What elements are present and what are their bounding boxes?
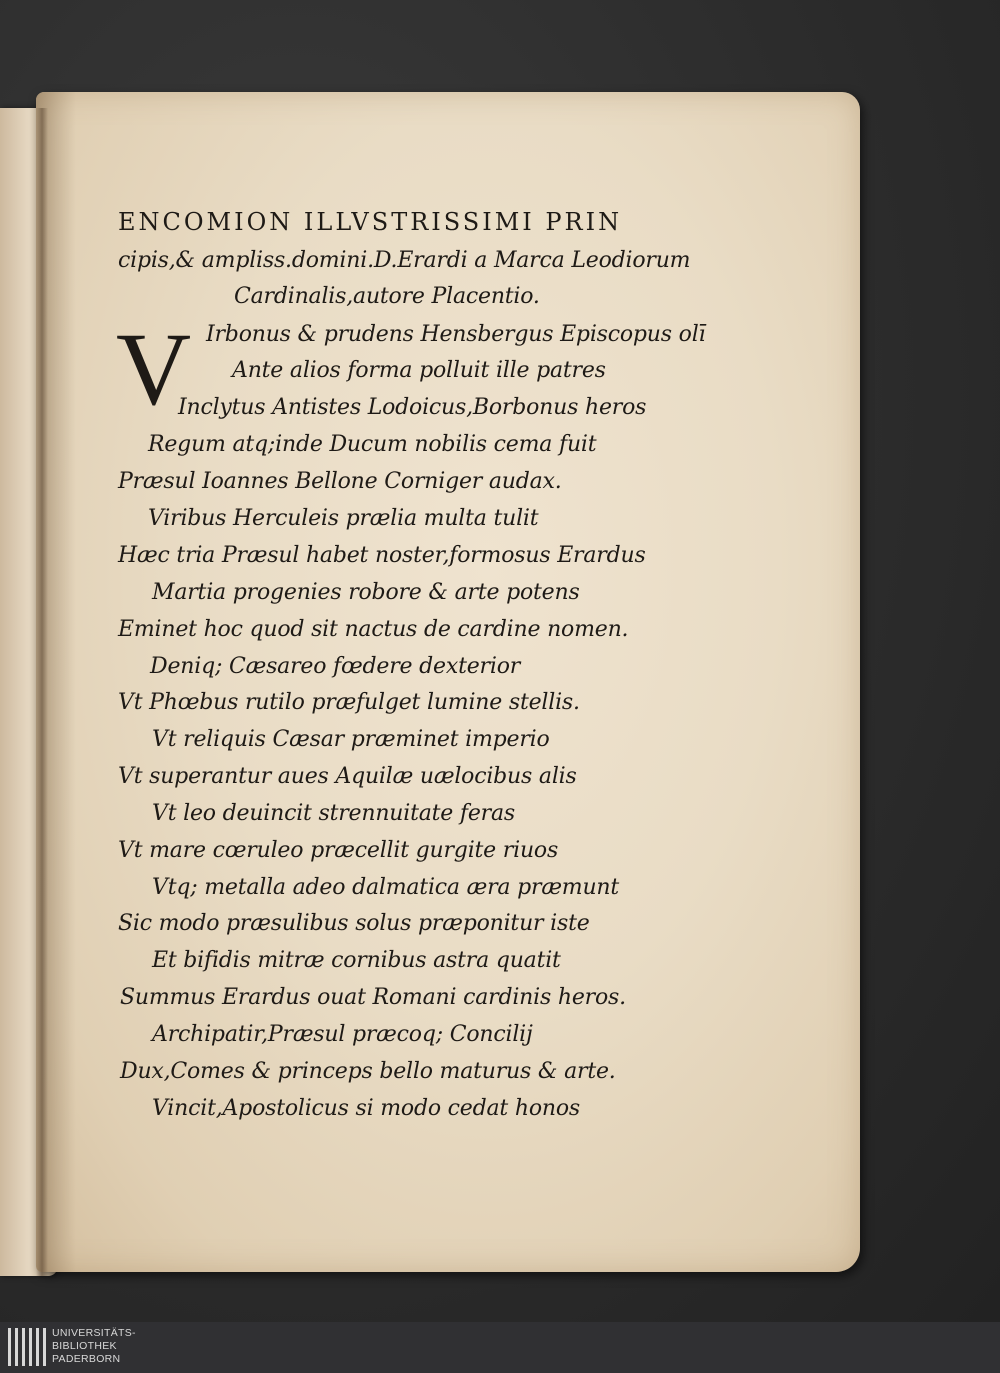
poem-line-6: Viribus Herculeis prælia multa tulit	[148, 506, 539, 531]
poem-line-22: Vincit,Apostolicus si modo cedat honos	[152, 1096, 580, 1121]
library-footer-bar	[0, 1322, 1000, 1373]
poem-line-17: Sic modo præsulibus solus præponitur iste	[118, 911, 590, 936]
logo-line-1: UNIVERSITÄTS-	[52, 1327, 136, 1339]
poem-line-4: Regum atq;inde Ducum nobilis cema fuit	[148, 432, 597, 457]
book-page	[36, 92, 860, 1272]
poem-line-13: Vt superantur aues Aquilæ uælocibus alis	[118, 764, 577, 789]
library-logo-text	[52, 1327, 136, 1366]
poem-line-20: Archipatir,Præsul præcoq; Concilij	[152, 1022, 533, 1047]
heading-line-1: ENCOMION ILLVSTRISSIMI PRIN	[118, 208, 623, 236]
library-logo-icon	[8, 1328, 46, 1366]
poem-line-2: Ante alios forma polluit ille patres	[232, 358, 606, 383]
poem-line-9: Eminet hoc quod sit nactus de cardine nomen.	[118, 617, 629, 642]
poem-line-12: Vt reliquis Cæsar præminet imperio	[152, 727, 550, 752]
poem-line-1: Irbonus & prudens Hensbergus Episcopus olī	[206, 322, 706, 347]
poem-line-11: Vt Phœbus rutilo præfulget lumine stellis.	[118, 690, 580, 715]
poem-line-19: Summus Erardus ouat Romani cardinis heros.	[120, 985, 626, 1010]
poem-line-21: Dux,Comes & princeps bello maturus & arte.	[120, 1059, 616, 1084]
poem-line-18: Et bifidis mitræ cornibus astra quatit	[152, 948, 561, 973]
heading-line-3: Cardinalis,autore Placentio.	[234, 284, 540, 309]
poem-line-15: Vt mare cœruleo præcellit gurgite riuos	[118, 838, 559, 863]
page-gutter-shadow	[36, 108, 48, 1276]
heading-line-2: cipis,& ampliss.domini.D.Erardi a Marca Leodiorum	[118, 248, 691, 273]
poem-line-16: Vtq; metalla adeo dalmatica æra præmunt	[152, 875, 620, 900]
poem-line-8: Martia progenies robore & arte potens	[152, 580, 580, 605]
poem-line-7: Hæc tria Præsul habet noster,formosus Erardus	[118, 543, 646, 568]
page-text	[36, 92, 860, 1272]
poem-line-10: Deniq; Cæsareo fœdere dexterior	[150, 654, 521, 679]
poem-line-5: Præsul Ioannes Bellone Corniger audax.	[118, 469, 562, 494]
poem-line-3: Inclytus Antistes Lodoicus,Borbonus heros	[178, 395, 647, 420]
logo-line-2: BIBLIOTHEK	[52, 1340, 117, 1352]
drop-initial: V	[116, 312, 192, 427]
logo-line-3: PADERBORN	[52, 1353, 121, 1365]
poem-line-14: Vt leo deuincit strennuitate feras	[152, 801, 515, 826]
